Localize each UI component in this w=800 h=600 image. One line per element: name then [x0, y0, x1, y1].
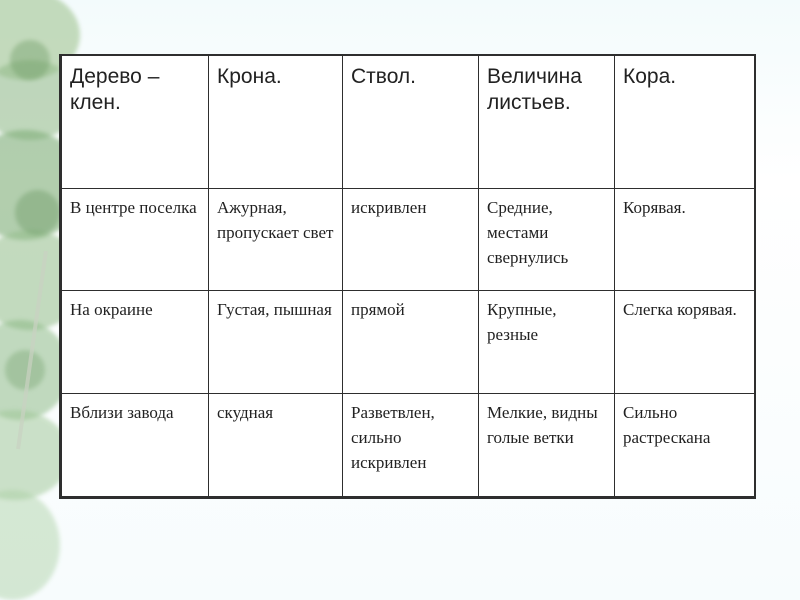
cell-location: На окраине: [61, 290, 209, 393]
header-cell-leaf-size: Величина листьев.: [479, 55, 615, 188]
cell-crown: Ажурная, пропускает свет: [209, 188, 343, 290]
cell-leaf-size: Средние, местами свернулись: [479, 188, 615, 290]
table-row: [61, 393, 755, 497]
cell-trunk: Разветвлен, сильно искривлен: [343, 393, 479, 497]
cell-leaf-size: Крупные, резные: [479, 290, 615, 393]
header-cell-trunk: Ствол.: [343, 55, 479, 188]
table-row: [61, 188, 755, 290]
table-row: [61, 290, 755, 393]
cell-bark: Корявая.: [615, 188, 755, 290]
cell-bark: Сильно растрескана: [615, 393, 755, 497]
table-header-row: [61, 55, 755, 188]
cell-location: Вблизи завода: [61, 393, 209, 497]
header-cell-tree: Дерево – клен.: [61, 55, 209, 188]
cell-leaf-size: Мелкие, видны голые ветки: [479, 393, 615, 497]
header-cell-bark: Кора.: [615, 55, 755, 188]
maple-observation-table: [59, 54, 756, 499]
cell-crown: Густая, пышная: [209, 290, 343, 393]
cell-trunk: искривлен: [343, 188, 479, 290]
cell-crown: скудная: [209, 393, 343, 497]
cell-location: В центре поселка: [61, 188, 209, 290]
cell-trunk: прямой: [343, 290, 479, 393]
header-cell-crown: Крона.: [209, 55, 343, 188]
cell-bark: Слегка корявая.: [615, 290, 755, 393]
